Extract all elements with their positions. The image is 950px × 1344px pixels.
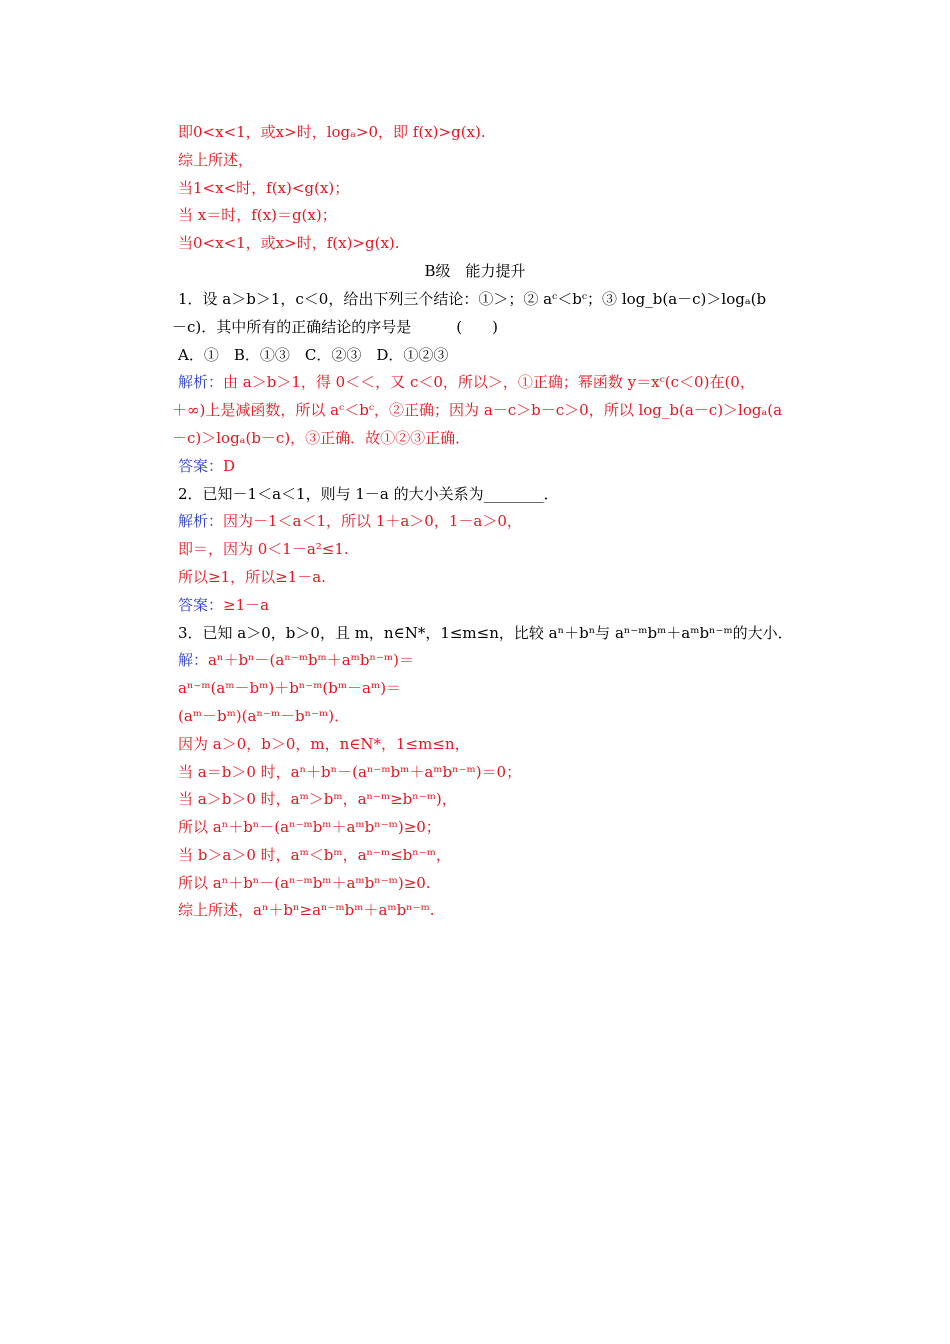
q2-stem: 2．已知－1＜a＜1，则与 1－a 的大小关系为________． xyxy=(178,485,559,503)
q3-summary: 综上所述，aⁿ＋bⁿ≥aⁿ⁻ᵐbᵐ＋aᵐbⁿ⁻ᵐ. xyxy=(178,901,435,919)
q3-stem: 3．已知 a＞0，b＞0，且 m，n∈N*，1≤m≤n，比较 aⁿ＋bⁿ与 aⁿ⁻ᵐbᵐ＋aᵐbⁿ⁻ᵐ的大小． xyxy=(178,624,793,642)
solution-label: 解： xyxy=(178,651,209,669)
q3-solution-line: (aᵐ－bᵐ)(aⁿ⁻ᵐ－bⁿ⁻ᵐ)． xyxy=(178,707,350,725)
answer-label: 答案： xyxy=(178,457,224,475)
solution-line: 综上所述， xyxy=(178,151,254,169)
q1-options: A．① B．①③ C．②③ D．①②③ xyxy=(178,346,449,364)
q1-analysis-line1 xyxy=(178,372,755,392)
q2-analysis-line1 xyxy=(178,511,522,531)
q3-solution-line1 xyxy=(178,650,414,670)
q3-solution-line: 所以 aⁿ＋bⁿ－(aⁿ⁻ᵐbᵐ＋aᵐbⁿ⁻ᵐ)≥0； xyxy=(178,818,441,836)
q3-solution-line: 所以 aⁿ＋bⁿ－(aⁿ⁻ᵐbᵐ＋aᵐbⁿ⁻ᵐ)≥0. xyxy=(178,874,431,892)
q3-solution-line: aⁿ⁻ᵐ(aᵐ－bᵐ)＋bⁿ⁻ᵐ(bᵐ－aᵐ)＝ xyxy=(178,679,402,697)
q3-solution-line: 当 b＞a＞0 时，aᵐ＜bᵐ，aⁿ⁻ᵐ≤bⁿ⁻ᵐ， xyxy=(178,846,451,864)
section-title: B级 能力提升 xyxy=(424,262,526,280)
q1-analysis-line2: ＋∞)上是减函数，所以 aᶜ＜bᶜ，②正确；因为 a－c＞b－c＞0，所以 log_b(a－c)＞logₐ(a xyxy=(172,401,783,419)
q3-solution-line: 因为 a＞0，b＞0，m，n∈N*，1≤m≤n， xyxy=(178,735,470,753)
answer-value: D xyxy=(223,457,236,475)
q1-stem-line2: －c)．其中所有的正确结论的序号是 ( ) xyxy=(172,318,498,336)
solution-line: 即0<x<1，或x>时，logₐ>0，即 f(x)>g(x). xyxy=(178,123,486,141)
q1-answer xyxy=(178,456,235,476)
solution-line: 当1<x<时，f(x)<g(x)； xyxy=(178,179,350,197)
analysis-text: 因为－1＜a＜1，所以 1＋a＞0，1－a＞0， xyxy=(223,512,522,530)
answer-label: 答案： xyxy=(178,596,224,614)
q3-solution-line: 当 a＝b＞0 时，aⁿ＋bⁿ－(aⁿ⁻ᵐbᵐ＋aᵐbⁿ⁻ᵐ)＝0； xyxy=(178,763,522,781)
solution-text: aⁿ＋bⁿ－(aⁿ⁻ᵐbᵐ＋aᵐbⁿ⁻ᵐ)＝ xyxy=(208,651,414,669)
answer-value: ≥1－a xyxy=(223,596,270,614)
q3-solution-line: 当 a＞b＞0 时，aᵐ＞bᵐ，aⁿ⁻ᵐ≥bⁿ⁻ᵐ)， xyxy=(178,790,457,808)
analysis-text: 由 a＞b＞1，得 0＜＜，又 c＜0，所以＞，①正确；幂函数 y＝xᶜ(c＜0)在(0， xyxy=(223,373,755,391)
analysis-label: 解析： xyxy=(178,373,224,391)
q2-analysis-line2: 即＝，因为 0＜1－a²≤1. xyxy=(178,540,349,558)
solution-line: 当 x＝时，f(x)＝g(x)； xyxy=(178,206,337,224)
solution-line: 当0<x<1，或x>时，f(x)>g(x). xyxy=(178,234,400,252)
q2-answer xyxy=(178,595,269,615)
q1-analysis-line3: －c)＞logₐ(b－c)，③正确．故①②③正确． xyxy=(172,429,471,447)
analysis-label: 解析： xyxy=(178,512,224,530)
q1-stem-line1: 1．设 a＞b＞1，c＜0，给出下列三个结论：①＞；② aᶜ＜bᶜ；③ log_b(a－c)＞logₐ(b xyxy=(178,290,767,308)
q2-analysis-line3: 所以≥1，所以≥1－a. xyxy=(178,568,326,586)
